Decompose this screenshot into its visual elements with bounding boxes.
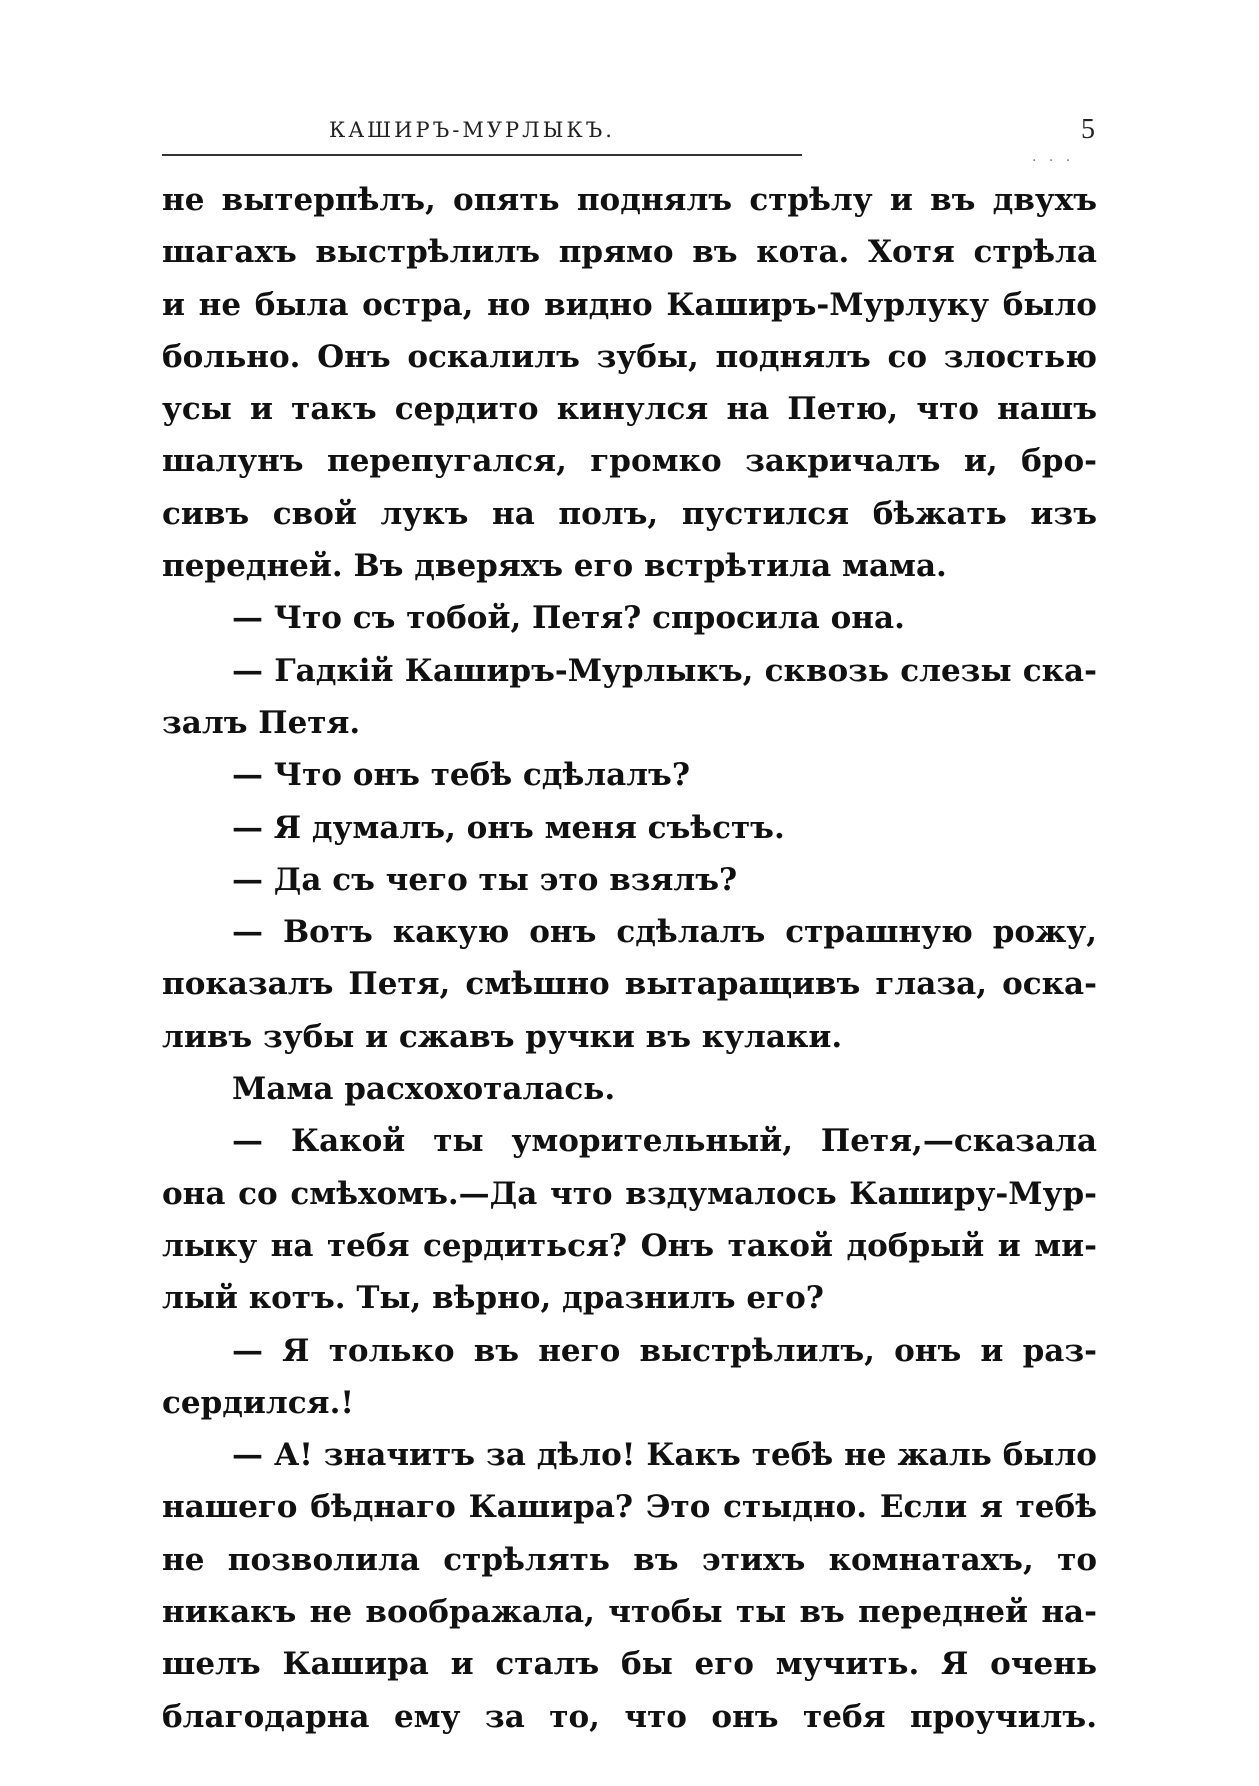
text-line: — Какой ты уморительный, Петя,—сказала — [232, 1123, 1097, 1160]
text-line: шалунъ перепугался, громко закричалъ и, бро- — [162, 443, 1097, 480]
text-line: благодарна ему за то, что онъ тебя проучилъ. — [162, 1698, 1097, 1735]
header-dots: . . . — [1032, 149, 1075, 165]
text-line: она со смѣхомъ.—Да что вздумалось Каширу-Мур- — [162, 1175, 1097, 1212]
page-text-body — [162, 174, 1097, 1743]
text-line: лый котъ. Ты, вѣрно, дразнилъ его? — [162, 1280, 824, 1317]
page-header — [162, 114, 1097, 165]
running-title: КАШИРЪ-МУРЛЫКЪ. — [329, 118, 615, 142]
text-line: — Гадкій Каширъ-Мурлыкъ, сквозь слезы ска- — [232, 652, 1097, 689]
text-line: — Да съ чего ты это взялъ? — [232, 861, 738, 898]
text-line: — Вотъ какую онъ сдѣлалъ страшную рожу, — [232, 914, 1097, 951]
text-line: — Я думалъ, онъ меня съѣстъ. — [232, 809, 785, 846]
text-line: ливъ зубы и сжавъ ручки въ кулаки. — [162, 1018, 843, 1055]
text-line: — А! значитъ за дѣло! Какъ тебѣ не жаль было — [232, 1437, 1097, 1474]
text-line: сивъ свой лукъ на полъ, пустился бѣжать изъ — [162, 495, 1097, 532]
text-line: нашего бѣднаго Кашира? Это стыдно. Если я тебѣ — [162, 1489, 1097, 1526]
text-line: не позволила стрѣлять въ этихъ комнатахъ, то — [162, 1541, 1097, 1578]
text-line: лыку на тебя сердиться? Онъ такой добрый и ми- — [162, 1227, 1097, 1264]
text-line: передней. Въ дверяхъ его встрѣтила мама. — [162, 548, 947, 585]
text-line: и не была остра, но видно Каширъ-Мурлуку было — [162, 286, 1097, 323]
text-line: — Что съ тобой, Петя? спросила она. — [232, 600, 905, 637]
text-line: Мама расхохоталась. — [232, 1071, 616, 1108]
page-number: 5 — [1081, 114, 1095, 145]
text-line: сердился.! — [162, 1384, 354, 1421]
text-line: не вытерпѣлъ, опять поднялъ стрѣлу и въ двухъ — [162, 182, 1097, 218]
text-line: — Что онъ тебѣ сдѣлалъ? — [232, 757, 690, 794]
text-line: шагахъ выстрѣлилъ прямо въ кота. Хотя стрѣла — [162, 234, 1097, 271]
text-line: шелъ Кашира и сталъ бы его мучить. Я очень — [162, 1646, 1097, 1683]
text-line: залъ Петя. — [162, 704, 361, 741]
text-line: больно. Онъ оскалилъ зубы, поднялъ со злостью — [162, 338, 1097, 375]
text-line: усы и такъ сердито кинулся на Петю, что нашъ — [162, 391, 1097, 428]
text-line: показалъ Петя, смѣшно вытаращивъ глаза, оска- — [162, 966, 1097, 1003]
header-rule — [162, 154, 802, 156]
text-line: — Я только въ него выстрѣлилъ, онъ и раз- — [232, 1332, 1097, 1369]
text-line: никакъ не воображала, чтобы ты въ передней на- — [162, 1594, 1097, 1631]
